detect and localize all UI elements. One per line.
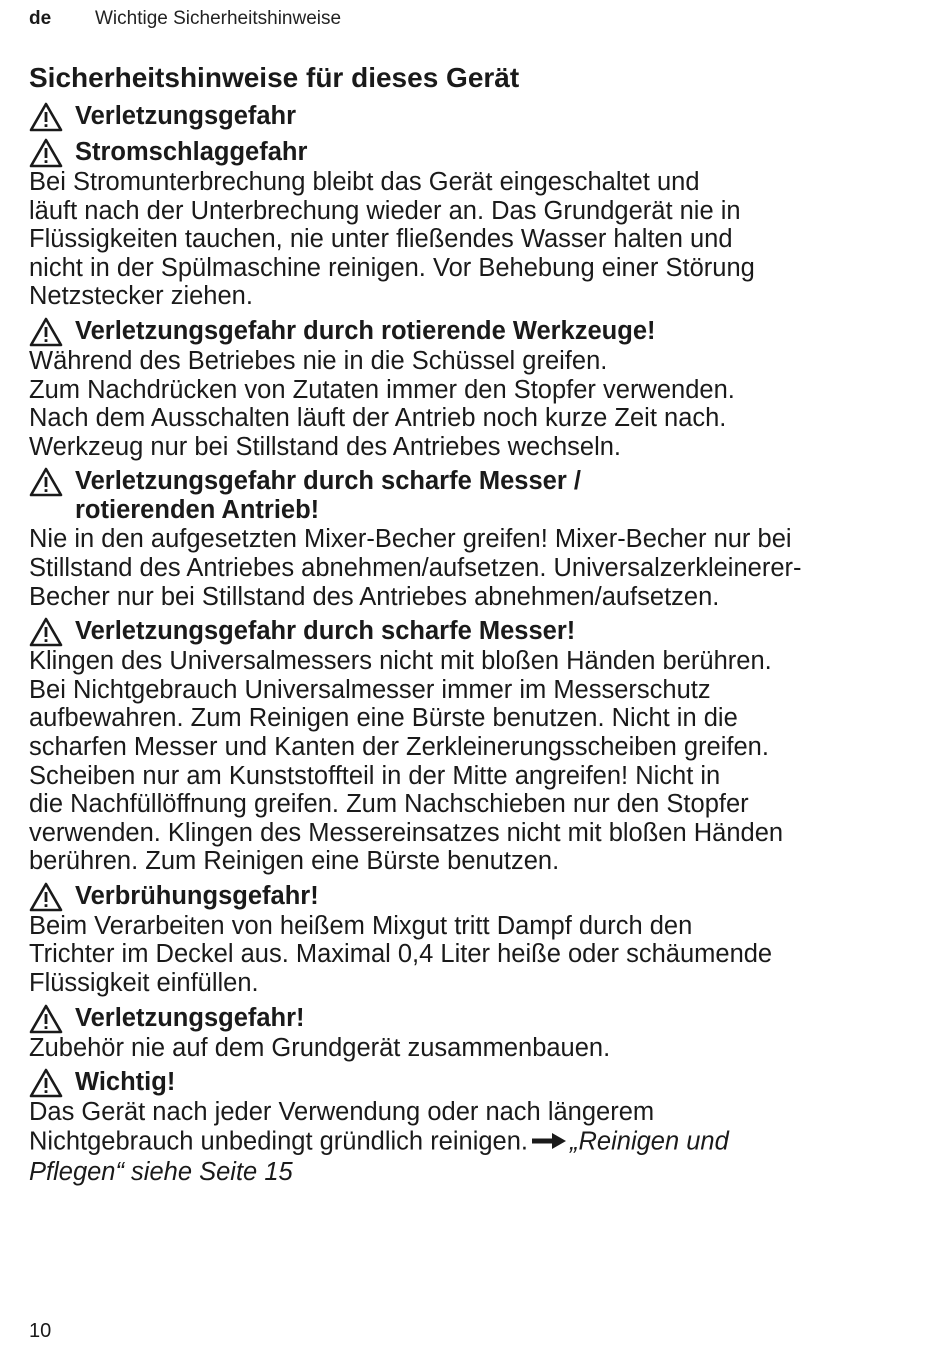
- cross-reference-link[interactable]: „Reinigen und: [570, 1127, 729, 1156]
- warning-body: Bei Stromunterbrechung bleibt das Gerät eingeschaltet und läuft nach der Unterbrechung wieder an. Das Grundgerät nie in Flüssigkeiten tauchen, nie unter fließendes Wasser halten und nicht in der Spülmaschine reinigen. Vor Behebung einer Störung Netzstecker ziehen.: [29, 168, 755, 311]
- warning-triangle-icon: [29, 102, 75, 132]
- warning-body: Beim Verarbeiten von heißem Mixgut tritt Dampf durch den Trichter im Deckel aus. Maximal 0,4 Liter heiße oder schäumende Flüssigkeit einfüllen.: [29, 911, 773, 998]
- warning-heading: [29, 317, 921, 347]
- warning-triangle-icon: [29, 467, 75, 497]
- warning-body: Nie in den aufgesetzten Mixer-Becher greifen! Mixer-Becher nur bei Stillstand des Antriebes abnehmen/aufsetzen. Universalzerkleinerer- Becher nur bei Stillstand des Antriebes abnehmen/aufsetzen.: [29, 525, 802, 611]
- warning-heading-text: Verletzungsgefahr!: [75, 1003, 305, 1032]
- warning-heading: [29, 138, 921, 168]
- warning-heading: [29, 102, 921, 132]
- page-header: [29, 6, 921, 32]
- warning-body: Klingen des Universalmessers nicht mit bloßen Händen berühren. Bei Nichtgebrauch Universalmesser immer im Messerschutz aufbewahren. Zum Reinigen eine Bürste benutzen. Nicht in die scharfen Messer und Kanten der Zerkleinerungsscheiben greifen. Scheiben nur am Kunststoffteil in der Mitte angreifen! Nicht in die Nachfüllöffnung greifen. Zum Nachschieben nur den Stopfer verwenden. Klingen des Messereinsatzes nicht mit bloßen Händen berühren. Zum Reinigen eine Bürste benutzen.: [29, 647, 784, 876]
- warning-body: Während des Betriebes nie in die Schüssel greifen. Zum Nachdrücken von Zutaten immer den Stopfer verwenden. Nach dem Ausschalten läuft der Antrieb noch kurze Zeit nach. Werkzeug nur bei Stillstand des Antriebes wechseln.: [29, 346, 735, 461]
- warning-block: [29, 617, 921, 876]
- warning-block: [29, 882, 921, 998]
- warning-heading: [29, 617, 921, 647]
- warning-heading-text: Stromschlaggefahr: [75, 138, 308, 166]
- warning-heading-text: Verletzungsgefahr durch scharfe Messer / rotierenden Antrieb!: [75, 467, 581, 525]
- warning-triangle-icon: [29, 317, 75, 347]
- warning-block: [29, 1068, 921, 1187]
- arrow-right-icon: [532, 1127, 566, 1156]
- warning-block: [29, 467, 921, 611]
- warning-block: [29, 317, 921, 461]
- warning-heading-text: Verbrühungsgefahr!: [75, 881, 319, 910]
- warning-triangle-icon: [29, 1068, 75, 1098]
- section-title: Wichtige Sicherheitshinweise: [95, 8, 342, 29]
- warning-body: Zubehör nie auf dem Grundgerät zusammenbauen.: [29, 1033, 611, 1062]
- warning-heading: [29, 882, 921, 912]
- warning-block: [29, 138, 921, 311]
- warning-triangle-icon: [29, 617, 75, 647]
- warning-triangle-icon: [29, 882, 75, 912]
- warning-block: [29, 102, 921, 132]
- warning-triangle-icon: [29, 138, 75, 168]
- warning-heading-text: Wichtig!: [75, 1068, 176, 1097]
- main-content: [29, 60, 921, 1187]
- warning-body: [29, 1098, 921, 1187]
- page-number: 10: [29, 1320, 52, 1342]
- warning-heading: [29, 467, 921, 525]
- warning-triangle-icon: [29, 1004, 75, 1034]
- warning-heading-text: Verletzungsgefahr: [75, 102, 297, 130]
- page-title: Sicherheitshinweise für dieses Gerät: [29, 62, 520, 93]
- warning-body-text: Das Gerät nach jeder Verwendung oder nach längerem Nichtgebrauch unbedingt gründlich reinigen.: [29, 1098, 655, 1156]
- warning-block: [29, 1004, 921, 1063]
- warning-heading-text: Verletzungsgefahr durch scharfe Messer!: [75, 617, 576, 646]
- language-code: de: [29, 8, 52, 29]
- warning-heading: [29, 1004, 921, 1034]
- warning-heading-text: Verletzungsgefahr durch rotierende Werkzeuge!: [75, 316, 656, 345]
- cross-reference-link[interactable]: Pflegen“ siehe Seite 15: [29, 1158, 293, 1187]
- warning-heading: [29, 1068, 921, 1098]
